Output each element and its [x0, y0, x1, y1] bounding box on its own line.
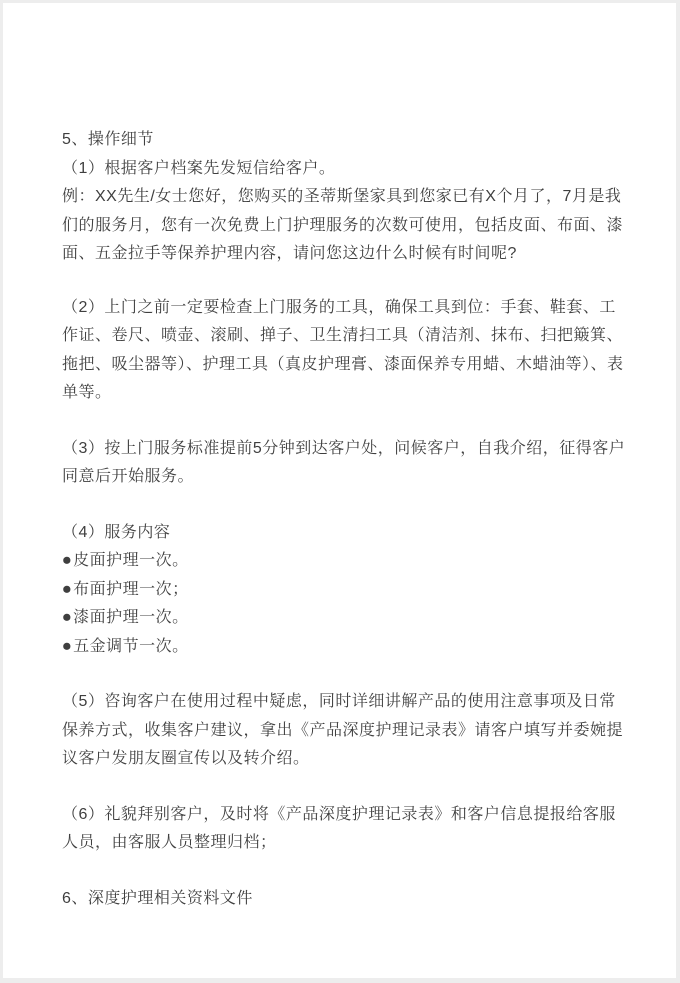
document-page [3, 3, 676, 978]
section-5-heading: 5、操作细节 [62, 131, 154, 148]
section-6-heading: 6、深度护理相关资料文件 [62, 889, 253, 907]
bullet-icon: ● [61, 551, 73, 570]
step-1-example-text: 例：XX先生/女士您好，您购买的圣蒂斯堡家具到您家已有X个月了，7月是我们的服务月，您有一次免费上门护理服务的次数可使用，包括皮面、布面、漆面、五金拉手等保养护理内容，请问您这边什么时候有时间呢? [62, 188, 624, 262]
service-item-label: 布面护理一次； [73, 580, 189, 598]
bullet-icon: ● [61, 580, 73, 598]
service-item [62, 576, 626, 605]
step-4-text: （4）服务内容 [62, 523, 171, 541]
bullet-icon: ● [61, 608, 73, 627]
bullet-icon: ● [61, 637, 73, 655]
step-2-text: （2）上门之前一定要检查上门服务的工具，确保工具到位：手套、鞋套、工作证、卷尺、喷壶、滚刷、掸子、卫生清扫工具（清洁剂、抹布、扫把簸箕、拖把、吸尘器等）、护理工具（真皮护理膏、漆面保养专用蜡、木蜡油等）、表单等。 [62, 298, 624, 401]
step-1-text: （1）根据客户档案先发短信给客户。 [62, 159, 336, 177]
service-item [62, 633, 626, 662]
document-content [3, 3, 676, 913]
service-item-label: 皮面护理一次。 [73, 552, 189, 569]
service-item-label: 漆面护理一次。 [73, 609, 189, 626]
service-item-label: 五金调节一次。 [73, 637, 189, 655]
step-6-text: （6）礼貌拜别客户，及时将《产品深度护理记录表》和客户信息提报给客服人员，由客服人员整理归档； [62, 805, 616, 851]
step-3-text: （3）按上门服务标准提前5分钟到达客户处，问候客户，自我介绍，征得客户同意后开始服务。 [62, 439, 626, 485]
service-item [62, 547, 626, 576]
service-items-list [62, 547, 626, 661]
step-5-text: （5）咨询客户在使用过程中疑虑，同时详细讲解产品的使用注意事项及日常保养方式，收集客户建议，拿出《产品深度护理记录表》请客户填写并委婉提议客户发朋友圈宣传以及转介绍。 [62, 693, 624, 767]
service-item [62, 604, 626, 633]
